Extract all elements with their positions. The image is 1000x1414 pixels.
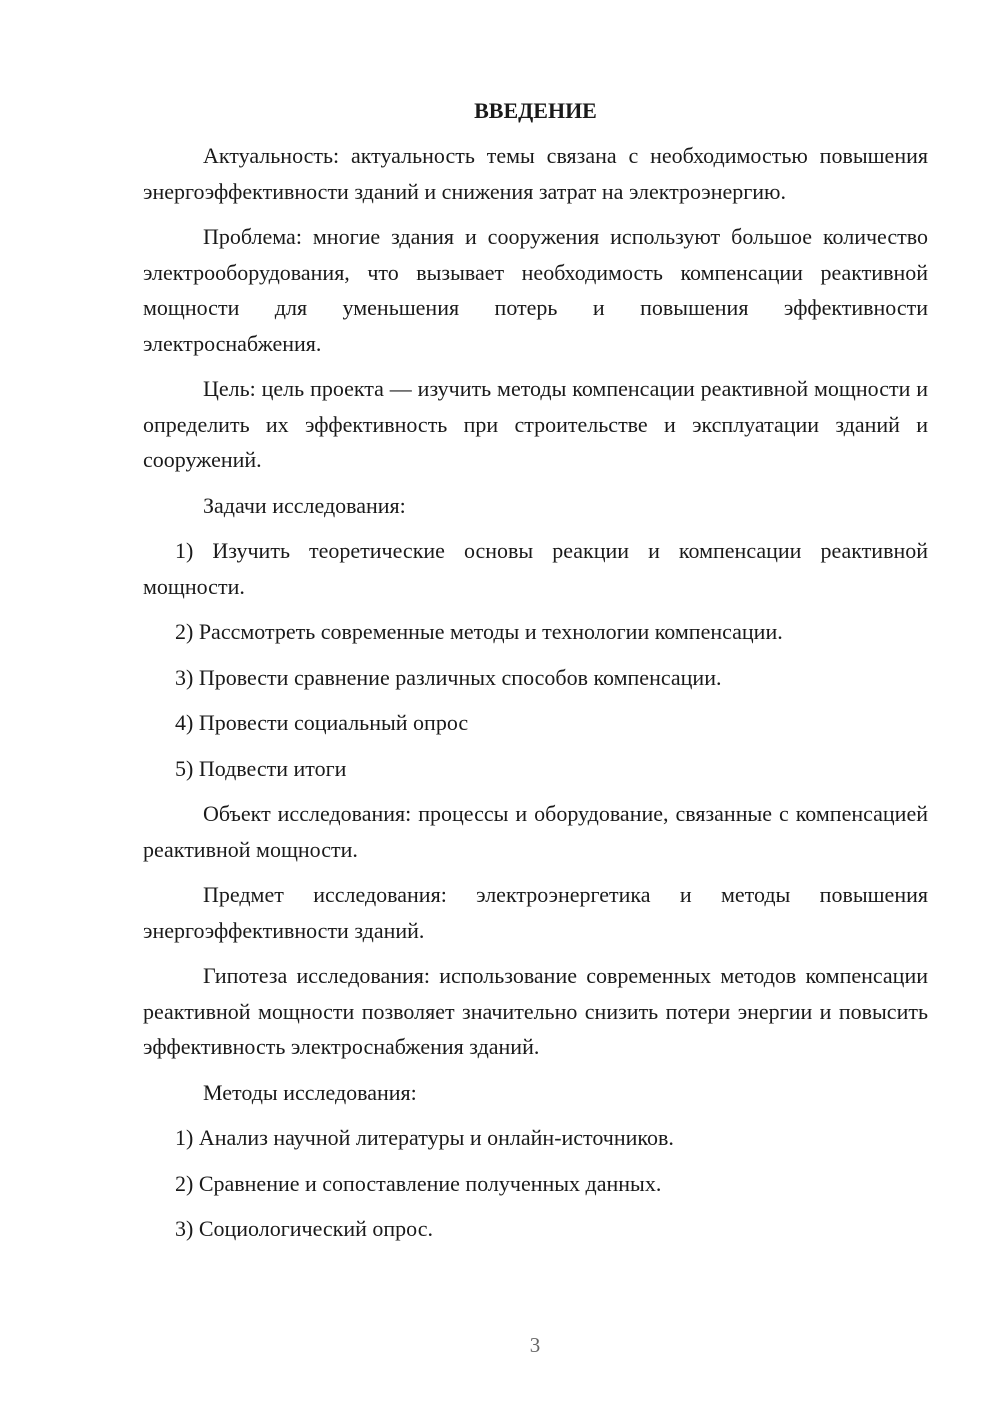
document-title: ВВЕДЕНИЕ xyxy=(474,98,597,123)
task-item: 4) Провести социальный опрос xyxy=(175,710,469,735)
task-item: 2) Рассмотреть современные методы и технологии компенсации. xyxy=(175,619,783,644)
task-item: 5) Подвести итоги xyxy=(175,755,347,781)
task-item: 1) Изучить теоретические основы реакции и компенсации реактивной мощности. xyxy=(143,538,928,599)
tasks-heading: Задачи исследования: xyxy=(203,492,406,518)
document-body xyxy=(143,93,928,1257)
methods-heading: Методы исследования: xyxy=(203,1079,417,1105)
subject-paragraph: Предмет исследования: электроэнергетика и методы повышения энергоэффективности зданий. xyxy=(143,882,928,943)
method-item: 1) Анализ научной литературы и онлайн-источников. xyxy=(175,1125,674,1150)
relevance-paragraph: Актуальность: актуальность темы связана с необходимостью повышения энергоэффективности зданий и снижения затрат на электроэнергию. xyxy=(143,143,928,204)
page-number: 3 xyxy=(529,1333,541,1357)
goal-paragraph: Цель: цель проекта — изучить методы компенсации реактивной мощности и определить их эффективность при строительстве и эксплуатации зданий и сооружений. xyxy=(143,376,928,472)
object-paragraph: Объект исследования: процессы и оборудование, связанные с компенсацией реактивной мощности. xyxy=(143,801,928,862)
method-item: 3) Социологический опрос. xyxy=(175,1216,433,1241)
hypothesis-paragraph: Гипотеза исследования: использование современных методов компенсации реактивной мощности позволяет значительно снизить потери энергии и повысить эффективность электроснабжения зданий. xyxy=(143,963,928,1059)
method-item: 2) Сравнение и сопоставление полученных данных. xyxy=(175,1170,662,1196)
problem-paragraph: Проблема: многие здания и сооружения используют большое количество электрооборудования, что вызывает необходимость компенсации реактивной мощности для уменьшения потерь и повышения эффективности электроснабжения. xyxy=(143,224,928,356)
task-item: 3) Провести сравнение различных способов компенсации. xyxy=(175,664,722,690)
